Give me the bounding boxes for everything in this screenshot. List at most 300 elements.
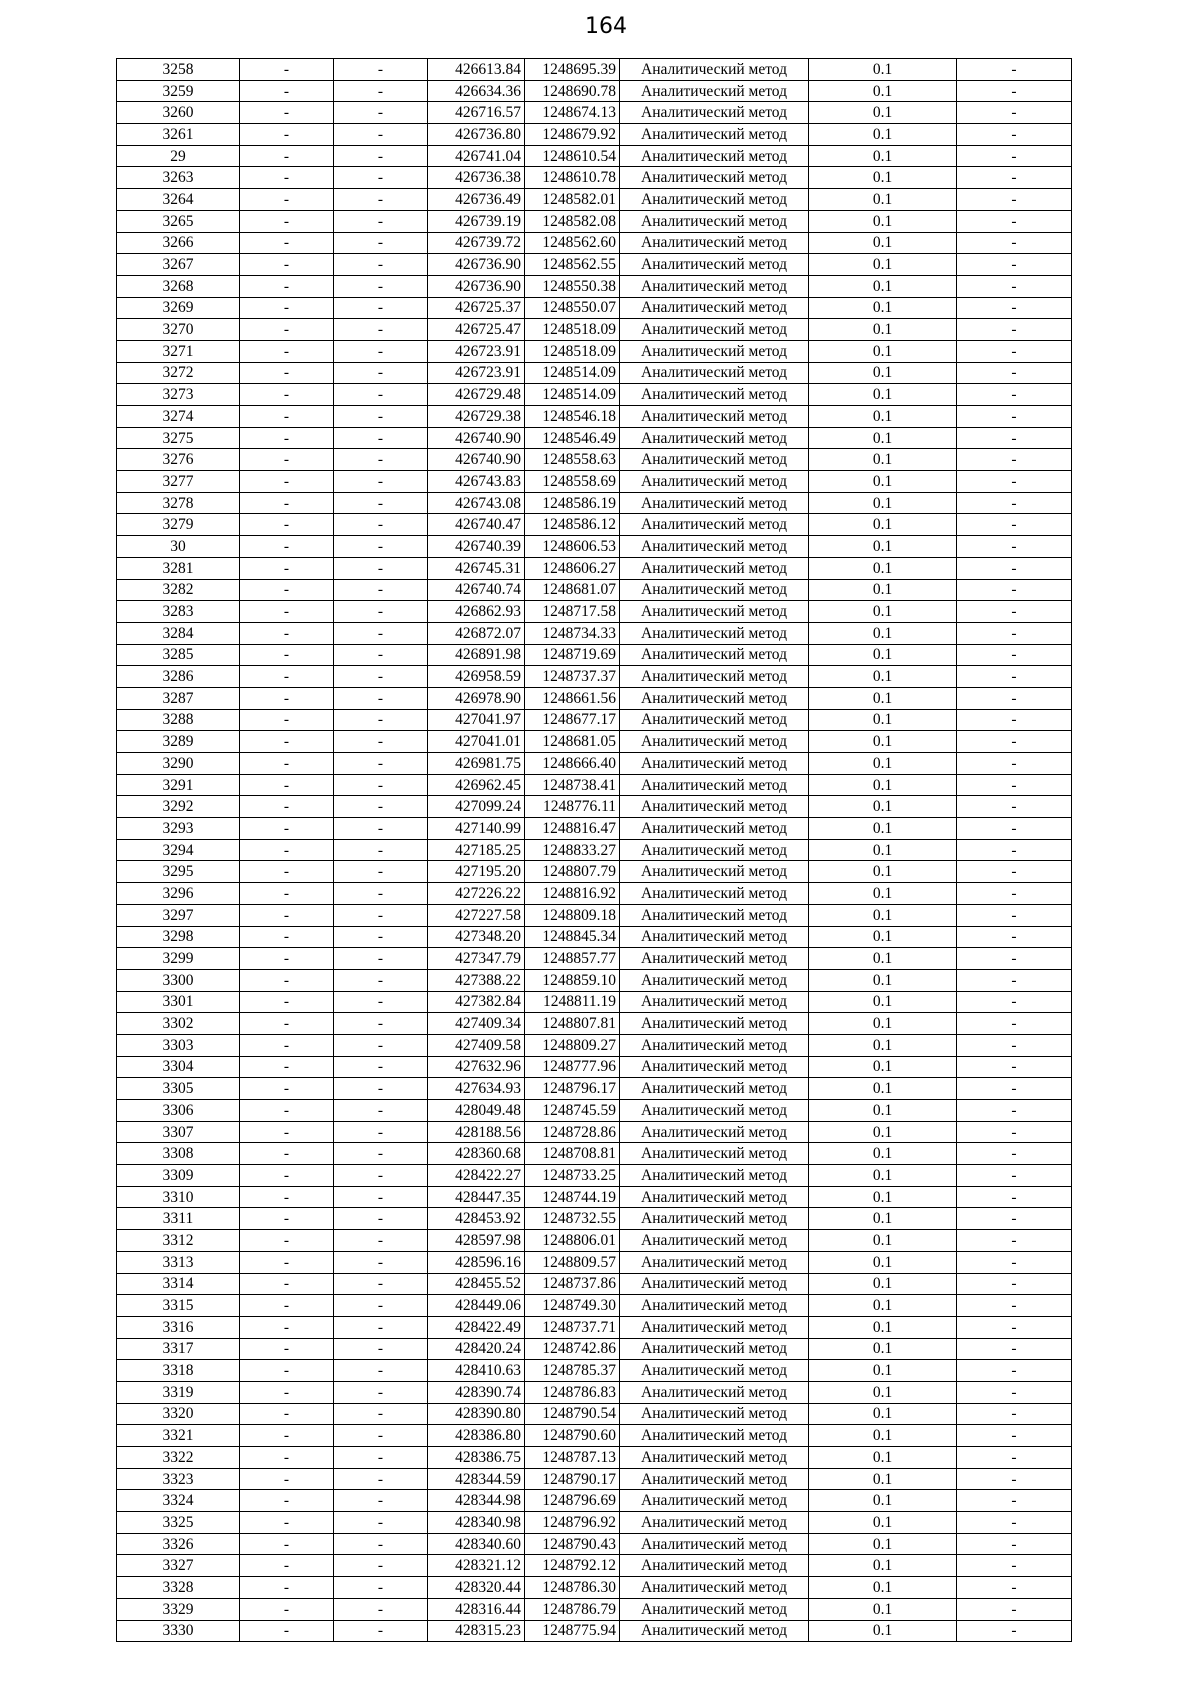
table-row — [117, 536, 1072, 558]
note-cell: - — [957, 1598, 1072, 1620]
note-cell: - — [957, 687, 1072, 709]
method-cell: Аналитический метод — [620, 904, 809, 926]
point-number-cell: 3261 — [117, 124, 240, 146]
method-cell: Аналитический метод — [620, 1056, 809, 1078]
y-coordinate-cell: 1248857.77 — [525, 948, 620, 970]
note-cell: - — [957, 471, 1072, 493]
empty-cell-a: - — [240, 59, 334, 81]
point-number-cell: 30 — [117, 536, 240, 558]
table-row — [117, 1490, 1072, 1512]
y-coordinate-cell: 1248744.19 — [525, 1186, 620, 1208]
empty-cell-a: - — [240, 839, 334, 861]
accuracy-cell: 0.1 — [809, 622, 957, 644]
empty-cell-b: - — [334, 80, 428, 102]
x-coordinate-cell: 426743.08 — [428, 492, 525, 514]
point-number-cell: 3296 — [117, 883, 240, 905]
note-cell: - — [957, 1273, 1072, 1295]
empty-cell-a: - — [240, 1360, 334, 1382]
x-coordinate-cell: 428596.16 — [428, 1251, 525, 1273]
point-number-cell: 3295 — [117, 861, 240, 883]
table-row — [117, 1056, 1072, 1078]
accuracy-cell: 0.1 — [809, 1598, 957, 1620]
x-coordinate-cell: 426736.80 — [428, 124, 525, 146]
method-cell: Аналитический метод — [620, 709, 809, 731]
point-number-cell: 3284 — [117, 622, 240, 644]
note-cell: - — [957, 1316, 1072, 1338]
method-cell: Аналитический метод — [620, 449, 809, 471]
point-number-cell: 3304 — [117, 1056, 240, 1078]
y-coordinate-cell: 1248786.79 — [525, 1598, 620, 1620]
method-cell: Аналитический метод — [620, 362, 809, 384]
table-row — [117, 319, 1072, 341]
empty-cell-a: - — [240, 774, 334, 796]
table-row — [117, 59, 1072, 81]
empty-cell-b: - — [334, 1121, 428, 1143]
accuracy-cell: 0.1 — [809, 449, 957, 471]
note-cell: - — [957, 991, 1072, 1013]
point-number-cell: 3322 — [117, 1447, 240, 1469]
table-row — [117, 406, 1072, 428]
accuracy-cell: 0.1 — [809, 340, 957, 362]
method-cell: Аналитический метод — [620, 731, 809, 753]
accuracy-cell: 0.1 — [809, 1100, 957, 1122]
point-number-cell: 3298 — [117, 926, 240, 948]
y-coordinate-cell: 1248550.38 — [525, 275, 620, 297]
point-number-cell: 3303 — [117, 1034, 240, 1056]
x-coordinate-cell: 426739.72 — [428, 232, 525, 254]
y-coordinate-cell: 1248734.33 — [525, 622, 620, 644]
y-coordinate-cell: 1248677.17 — [525, 709, 620, 731]
table-row — [117, 1100, 1072, 1122]
x-coordinate-cell: 427140.99 — [428, 818, 525, 840]
y-coordinate-cell: 1248562.55 — [525, 254, 620, 276]
method-cell: Аналитический метод — [620, 59, 809, 81]
empty-cell-b: - — [334, 969, 428, 991]
table-row — [117, 861, 1072, 883]
point-number-cell: 3275 — [117, 427, 240, 449]
empty-cell-b: - — [334, 1381, 428, 1403]
empty-cell-b: - — [334, 1620, 428, 1642]
x-coordinate-cell: 428344.59 — [428, 1468, 525, 1490]
method-cell: Аналитический метод — [620, 839, 809, 861]
accuracy-cell: 0.1 — [809, 80, 957, 102]
empty-cell-b: - — [334, 1100, 428, 1122]
note-cell: - — [957, 189, 1072, 211]
x-coordinate-cell: 427185.25 — [428, 839, 525, 861]
table-row — [117, 449, 1072, 471]
x-coordinate-cell: 428316.44 — [428, 1598, 525, 1620]
empty-cell-b: - — [334, 1013, 428, 1035]
empty-cell-a: - — [240, 1056, 334, 1078]
table-row — [117, 796, 1072, 818]
note-cell: - — [957, 709, 1072, 731]
accuracy-cell: 0.1 — [809, 1165, 957, 1187]
empty-cell-a: - — [240, 1598, 334, 1620]
point-number-cell: 3325 — [117, 1512, 240, 1534]
point-number-cell: 3317 — [117, 1338, 240, 1360]
empty-cell-b: - — [334, 1468, 428, 1490]
empty-cell-b: - — [334, 59, 428, 81]
y-coordinate-cell: 1248728.86 — [525, 1121, 620, 1143]
empty-cell-b: - — [334, 340, 428, 362]
note-cell: - — [957, 1577, 1072, 1599]
note-cell: - — [957, 1013, 1072, 1035]
note-cell: - — [957, 753, 1072, 775]
method-cell: Аналитический метод — [620, 232, 809, 254]
empty-cell-b: - — [334, 145, 428, 167]
x-coordinate-cell: 426723.91 — [428, 362, 525, 384]
method-cell: Аналитический метод — [620, 666, 809, 688]
accuracy-cell: 0.1 — [809, 1533, 957, 1555]
table-row — [117, 622, 1072, 644]
x-coordinate-cell: 427409.58 — [428, 1034, 525, 1056]
y-coordinate-cell: 1248582.01 — [525, 189, 620, 211]
empty-cell-a: - — [240, 731, 334, 753]
empty-cell-b: - — [334, 1208, 428, 1230]
y-coordinate-cell: 1248737.86 — [525, 1273, 620, 1295]
x-coordinate-cell: 426634.36 — [428, 80, 525, 102]
table-row — [117, 926, 1072, 948]
accuracy-cell: 0.1 — [809, 904, 957, 926]
point-number-cell: 3318 — [117, 1360, 240, 1382]
accuracy-cell: 0.1 — [809, 1447, 957, 1469]
empty-cell-b: - — [334, 1447, 428, 1469]
x-coordinate-cell: 428188.56 — [428, 1121, 525, 1143]
point-number-cell: 3287 — [117, 687, 240, 709]
x-coordinate-cell: 428597.98 — [428, 1230, 525, 1252]
note-cell: - — [957, 601, 1072, 623]
empty-cell-a: - — [240, 883, 334, 905]
accuracy-cell: 0.1 — [809, 1360, 957, 1382]
point-number-cell: 3274 — [117, 406, 240, 428]
note-cell: - — [957, 1403, 1072, 1425]
empty-cell-b: - — [334, 1034, 428, 1056]
point-number-cell: 3286 — [117, 666, 240, 688]
accuracy-cell: 0.1 — [809, 319, 957, 341]
table-row — [117, 1403, 1072, 1425]
point-number-cell: 3292 — [117, 796, 240, 818]
method-cell: Аналитический метод — [620, 926, 809, 948]
note-cell: - — [957, 948, 1072, 970]
empty-cell-b: - — [334, 1316, 428, 1338]
point-number-cell: 3290 — [117, 753, 240, 775]
y-coordinate-cell: 1248796.17 — [525, 1078, 620, 1100]
x-coordinate-cell: 427409.34 — [428, 1013, 525, 1035]
point-number-cell: 3265 — [117, 210, 240, 232]
y-coordinate-cell: 1248806.01 — [525, 1230, 620, 1252]
method-cell: Аналитический метод — [620, 579, 809, 601]
x-coordinate-cell: 427632.96 — [428, 1056, 525, 1078]
accuracy-cell: 0.1 — [809, 731, 957, 753]
method-cell: Аналитический метод — [620, 492, 809, 514]
accuracy-cell: 0.1 — [809, 145, 957, 167]
empty-cell-a: - — [240, 80, 334, 102]
x-coordinate-cell: 426723.91 — [428, 340, 525, 362]
point-number-cell: 3282 — [117, 579, 240, 601]
empty-cell-a: - — [240, 232, 334, 254]
accuracy-cell: 0.1 — [809, 1381, 957, 1403]
note-cell: - — [957, 297, 1072, 319]
y-coordinate-cell: 1248792.12 — [525, 1555, 620, 1577]
point-number-cell: 3299 — [117, 948, 240, 970]
note-cell: - — [957, 969, 1072, 991]
x-coordinate-cell: 428344.98 — [428, 1490, 525, 1512]
point-number-cell: 29 — [117, 145, 240, 167]
note-cell: - — [957, 1468, 1072, 1490]
accuracy-cell: 0.1 — [809, 753, 957, 775]
empty-cell-a: - — [240, 1186, 334, 1208]
note-cell: - — [957, 731, 1072, 753]
empty-cell-a: - — [240, 145, 334, 167]
x-coordinate-cell: 428315.23 — [428, 1620, 525, 1642]
empty-cell-b: - — [334, 991, 428, 1013]
accuracy-cell: 0.1 — [809, 1490, 957, 1512]
x-coordinate-cell: 428390.80 — [428, 1403, 525, 1425]
x-coordinate-cell: 426978.90 — [428, 687, 525, 709]
point-number-cell: 3306 — [117, 1100, 240, 1122]
empty-cell-b: - — [334, 210, 428, 232]
note-cell: - — [957, 839, 1072, 861]
empty-cell-b: - — [334, 449, 428, 471]
table-row — [117, 102, 1072, 124]
table-row — [117, 1143, 1072, 1165]
empty-cell-a: - — [240, 102, 334, 124]
empty-cell-a: - — [240, 1034, 334, 1056]
x-coordinate-cell: 426981.75 — [428, 753, 525, 775]
point-number-cell: 3327 — [117, 1555, 240, 1577]
method-cell: Аналитический метод — [620, 514, 809, 536]
method-cell: Аналитический метод — [620, 319, 809, 341]
empty-cell-a: - — [240, 362, 334, 384]
empty-cell-b: - — [334, 1490, 428, 1512]
method-cell: Аналитический метод — [620, 189, 809, 211]
x-coordinate-cell: 426745.31 — [428, 557, 525, 579]
accuracy-cell: 0.1 — [809, 102, 957, 124]
empty-cell-a: - — [240, 861, 334, 883]
table-row — [117, 731, 1072, 753]
note-cell: - — [957, 1186, 1072, 1208]
point-number-cell: 3324 — [117, 1490, 240, 1512]
table-row — [117, 1251, 1072, 1273]
table-row — [117, 1338, 1072, 1360]
point-number-cell: 3297 — [117, 904, 240, 926]
empty-cell-b: - — [334, 362, 428, 384]
empty-cell-a: - — [240, 1620, 334, 1642]
empty-cell-a: - — [240, 1512, 334, 1534]
method-cell: Аналитический метод — [620, 1620, 809, 1642]
empty-cell-b: - — [334, 1577, 428, 1599]
point-number-cell: 3263 — [117, 167, 240, 189]
empty-cell-a: - — [240, 384, 334, 406]
point-number-cell: 3319 — [117, 1381, 240, 1403]
note-cell: - — [957, 1338, 1072, 1360]
note-cell: - — [957, 1425, 1072, 1447]
accuracy-cell: 0.1 — [809, 1273, 957, 1295]
empty-cell-a: - — [240, 818, 334, 840]
table-row — [117, 1316, 1072, 1338]
x-coordinate-cell: 426739.19 — [428, 210, 525, 232]
y-coordinate-cell: 1248518.09 — [525, 319, 620, 341]
coordinates-table — [116, 58, 1072, 1642]
accuracy-cell: 0.1 — [809, 210, 957, 232]
method-cell: Аналитический метод — [620, 1555, 809, 1577]
point-number-cell: 3321 — [117, 1425, 240, 1447]
method-cell: Аналитический метод — [620, 818, 809, 840]
accuracy-cell: 0.1 — [809, 991, 957, 1013]
point-number-cell: 3276 — [117, 449, 240, 471]
point-number-cell: 3279 — [117, 514, 240, 536]
x-coordinate-cell: 426962.45 — [428, 774, 525, 796]
note-cell: - — [957, 861, 1072, 883]
empty-cell-a: - — [240, 926, 334, 948]
accuracy-cell: 0.1 — [809, 406, 957, 428]
table-row — [117, 1512, 1072, 1534]
table-row — [117, 601, 1072, 623]
empty-cell-b: - — [334, 644, 428, 666]
x-coordinate-cell: 426741.04 — [428, 145, 525, 167]
y-coordinate-cell: 1248816.92 — [525, 883, 620, 905]
table-row — [117, 1273, 1072, 1295]
empty-cell-b: - — [334, 774, 428, 796]
y-coordinate-cell: 1248790.17 — [525, 1468, 620, 1490]
accuracy-cell: 0.1 — [809, 297, 957, 319]
empty-cell-a: - — [240, 644, 334, 666]
y-coordinate-cell: 1248717.58 — [525, 601, 620, 623]
empty-cell-a: - — [240, 471, 334, 493]
method-cell: Аналитический метод — [620, 991, 809, 1013]
empty-cell-b: - — [334, 1056, 428, 1078]
y-coordinate-cell: 1248562.60 — [525, 232, 620, 254]
y-coordinate-cell: 1248708.81 — [525, 1143, 620, 1165]
y-coordinate-cell: 1248809.57 — [525, 1251, 620, 1273]
method-cell: Аналитический метод — [620, 80, 809, 102]
empty-cell-b: - — [334, 622, 428, 644]
y-coordinate-cell: 1248833.27 — [525, 839, 620, 861]
empty-cell-b: - — [334, 1598, 428, 1620]
note-cell: - — [957, 254, 1072, 276]
empty-cell-a: - — [240, 709, 334, 731]
point-number-cell: 3302 — [117, 1013, 240, 1035]
accuracy-cell: 0.1 — [809, 926, 957, 948]
y-coordinate-cell: 1248546.49 — [525, 427, 620, 449]
note-cell: - — [957, 818, 1072, 840]
method-cell: Аналитический метод — [620, 1512, 809, 1534]
empty-cell-a: - — [240, 1425, 334, 1447]
empty-cell-a: - — [240, 666, 334, 688]
table-row — [117, 124, 1072, 146]
note-cell: - — [957, 362, 1072, 384]
table-row — [117, 1381, 1072, 1403]
y-coordinate-cell: 1248742.86 — [525, 1338, 620, 1360]
y-coordinate-cell: 1248790.60 — [525, 1425, 620, 1447]
method-cell: Аналитический метод — [620, 1338, 809, 1360]
empty-cell-b: - — [334, 861, 428, 883]
empty-cell-a: - — [240, 1338, 334, 1360]
y-coordinate-cell: 1248776.11 — [525, 796, 620, 818]
empty-cell-a: - — [240, 427, 334, 449]
method-cell: Аналитический метод — [620, 167, 809, 189]
method-cell: Аналитический метод — [620, 622, 809, 644]
empty-cell-a: - — [240, 601, 334, 623]
point-number-cell: 3329 — [117, 1598, 240, 1620]
point-number-cell: 3311 — [117, 1208, 240, 1230]
x-coordinate-cell: 428447.35 — [428, 1186, 525, 1208]
y-coordinate-cell: 1248845.34 — [525, 926, 620, 948]
table-row — [117, 666, 1072, 688]
table-row — [117, 210, 1072, 232]
table-row — [117, 254, 1072, 276]
table-row — [117, 1555, 1072, 1577]
accuracy-cell: 0.1 — [809, 948, 957, 970]
note-cell: - — [957, 1555, 1072, 1577]
method-cell: Аналитический метод — [620, 753, 809, 775]
point-number-cell: 3288 — [117, 709, 240, 731]
point-number-cell: 3308 — [117, 1143, 240, 1165]
method-cell: Аналитический метод — [620, 297, 809, 319]
x-coordinate-cell: 426740.90 — [428, 427, 525, 449]
x-coordinate-cell: 426740.39 — [428, 536, 525, 558]
accuracy-cell: 0.1 — [809, 232, 957, 254]
table-row — [117, 839, 1072, 861]
note-cell: - — [957, 102, 1072, 124]
point-number-cell: 3266 — [117, 232, 240, 254]
method-cell: Аналитический метод — [620, 1447, 809, 1469]
note-cell: - — [957, 1490, 1072, 1512]
accuracy-cell: 0.1 — [809, 1013, 957, 1035]
point-number-cell: 3278 — [117, 492, 240, 514]
x-coordinate-cell: 428420.24 — [428, 1338, 525, 1360]
empty-cell-b: - — [334, 1338, 428, 1360]
y-coordinate-cell: 1248606.53 — [525, 536, 620, 558]
point-number-cell: 3285 — [117, 644, 240, 666]
empty-cell-a: - — [240, 124, 334, 146]
y-coordinate-cell: 1248859.10 — [525, 969, 620, 991]
empty-cell-b: - — [334, 948, 428, 970]
method-cell: Аналитический метод — [620, 557, 809, 579]
table-row — [117, 969, 1072, 991]
note-cell: - — [957, 1447, 1072, 1469]
y-coordinate-cell: 1248695.39 — [525, 59, 620, 81]
accuracy-cell: 0.1 — [809, 796, 957, 818]
x-coordinate-cell: 426736.90 — [428, 275, 525, 297]
accuracy-cell: 0.1 — [809, 471, 957, 493]
method-cell: Аналитический метод — [620, 1316, 809, 1338]
x-coordinate-cell: 426958.59 — [428, 666, 525, 688]
x-coordinate-cell: 427195.20 — [428, 861, 525, 883]
empty-cell-a: - — [240, 167, 334, 189]
accuracy-cell: 0.1 — [809, 1186, 957, 1208]
x-coordinate-cell: 427347.79 — [428, 948, 525, 970]
method-cell: Аналитический метод — [620, 1230, 809, 1252]
accuracy-cell: 0.1 — [809, 362, 957, 384]
table-row — [117, 1013, 1072, 1035]
x-coordinate-cell: 426862.93 — [428, 601, 525, 623]
empty-cell-a: - — [240, 536, 334, 558]
empty-cell-a: - — [240, 1165, 334, 1187]
x-coordinate-cell: 426743.83 — [428, 471, 525, 493]
table-row — [117, 167, 1072, 189]
y-coordinate-cell: 1248679.92 — [525, 124, 620, 146]
empty-cell-a: - — [240, 1295, 334, 1317]
method-cell: Аналитический метод — [620, 796, 809, 818]
accuracy-cell: 0.1 — [809, 1425, 957, 1447]
empty-cell-a: - — [240, 1078, 334, 1100]
x-coordinate-cell: 428340.60 — [428, 1533, 525, 1555]
point-number-cell: 3314 — [117, 1273, 240, 1295]
accuracy-cell: 0.1 — [809, 818, 957, 840]
y-coordinate-cell: 1248586.19 — [525, 492, 620, 514]
table-row — [117, 275, 1072, 297]
